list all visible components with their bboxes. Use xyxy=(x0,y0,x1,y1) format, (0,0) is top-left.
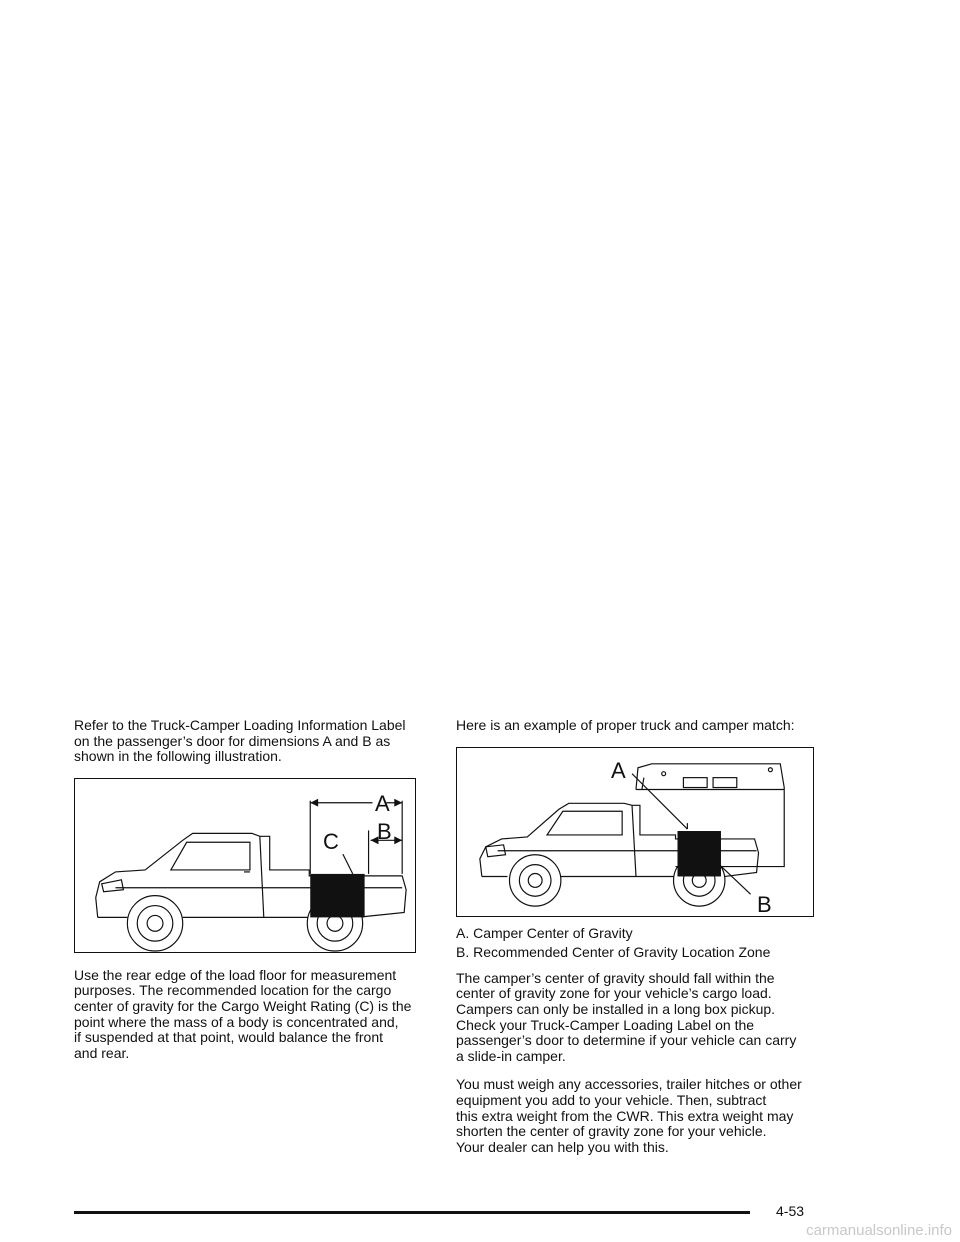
truck-dimension-illustration xyxy=(74,778,416,953)
right-column xyxy=(456,718,804,1168)
figure-label-a: A xyxy=(375,790,390,816)
figure-label-a: A xyxy=(611,757,626,783)
pickup-truck-drawing xyxy=(75,779,415,952)
figure-label-b: B xyxy=(377,818,392,844)
figure-label-c: C xyxy=(323,828,339,854)
intro-paragraph: Here is an example of proper truck and camper match: xyxy=(456,717,795,733)
body-paragraph: You must weigh any accessories, trailer hitches or other equipment you add to your vehicle. Then, subtract this extra weight from the CWR. This extra weight may shorten the center of gravity zone for your vehicle. Your dealer can help you with this. xyxy=(456,1076,802,1155)
body-paragraph: The camper’s center of gravity should fall within the center of gravity zone for your vehicle’s cargo load. Campers can only be installed in a long box pickup. Check your Truck-Camper Loading Label on the passenger’s door to determine if your vehicle can carry a slide-in camper. xyxy=(456,969,797,1064)
intro-paragraph: Refer to the Truck-Camper Loading Information Label on the passenger’s door for dimensions A and B as shown in the following illustration. xyxy=(74,717,406,765)
legend-item: B. Recommended Center of Gravity Location Zone xyxy=(456,944,771,961)
truck-camper-drawing xyxy=(457,748,813,916)
page-number: 4-53 xyxy=(776,1203,805,1219)
watermark: carmanualsonline.info xyxy=(806,1222,952,1239)
left-column xyxy=(74,718,422,1074)
legend-item: A. Camper Center of Gravity xyxy=(456,924,633,941)
figure-label-b: B xyxy=(757,891,772,917)
figure-legend xyxy=(456,926,804,961)
footer-rule xyxy=(74,1211,750,1214)
truck-camper-illustration xyxy=(456,747,814,917)
body-paragraph: Use the rear edge of the load floor for measurement purposes. The recommended location for the cargo center of gravity for the Cargo Weight Rating (C) is the point where the mass of a body is concentrated and, if suspended at that point, would balance the front and rear. xyxy=(74,966,412,1061)
